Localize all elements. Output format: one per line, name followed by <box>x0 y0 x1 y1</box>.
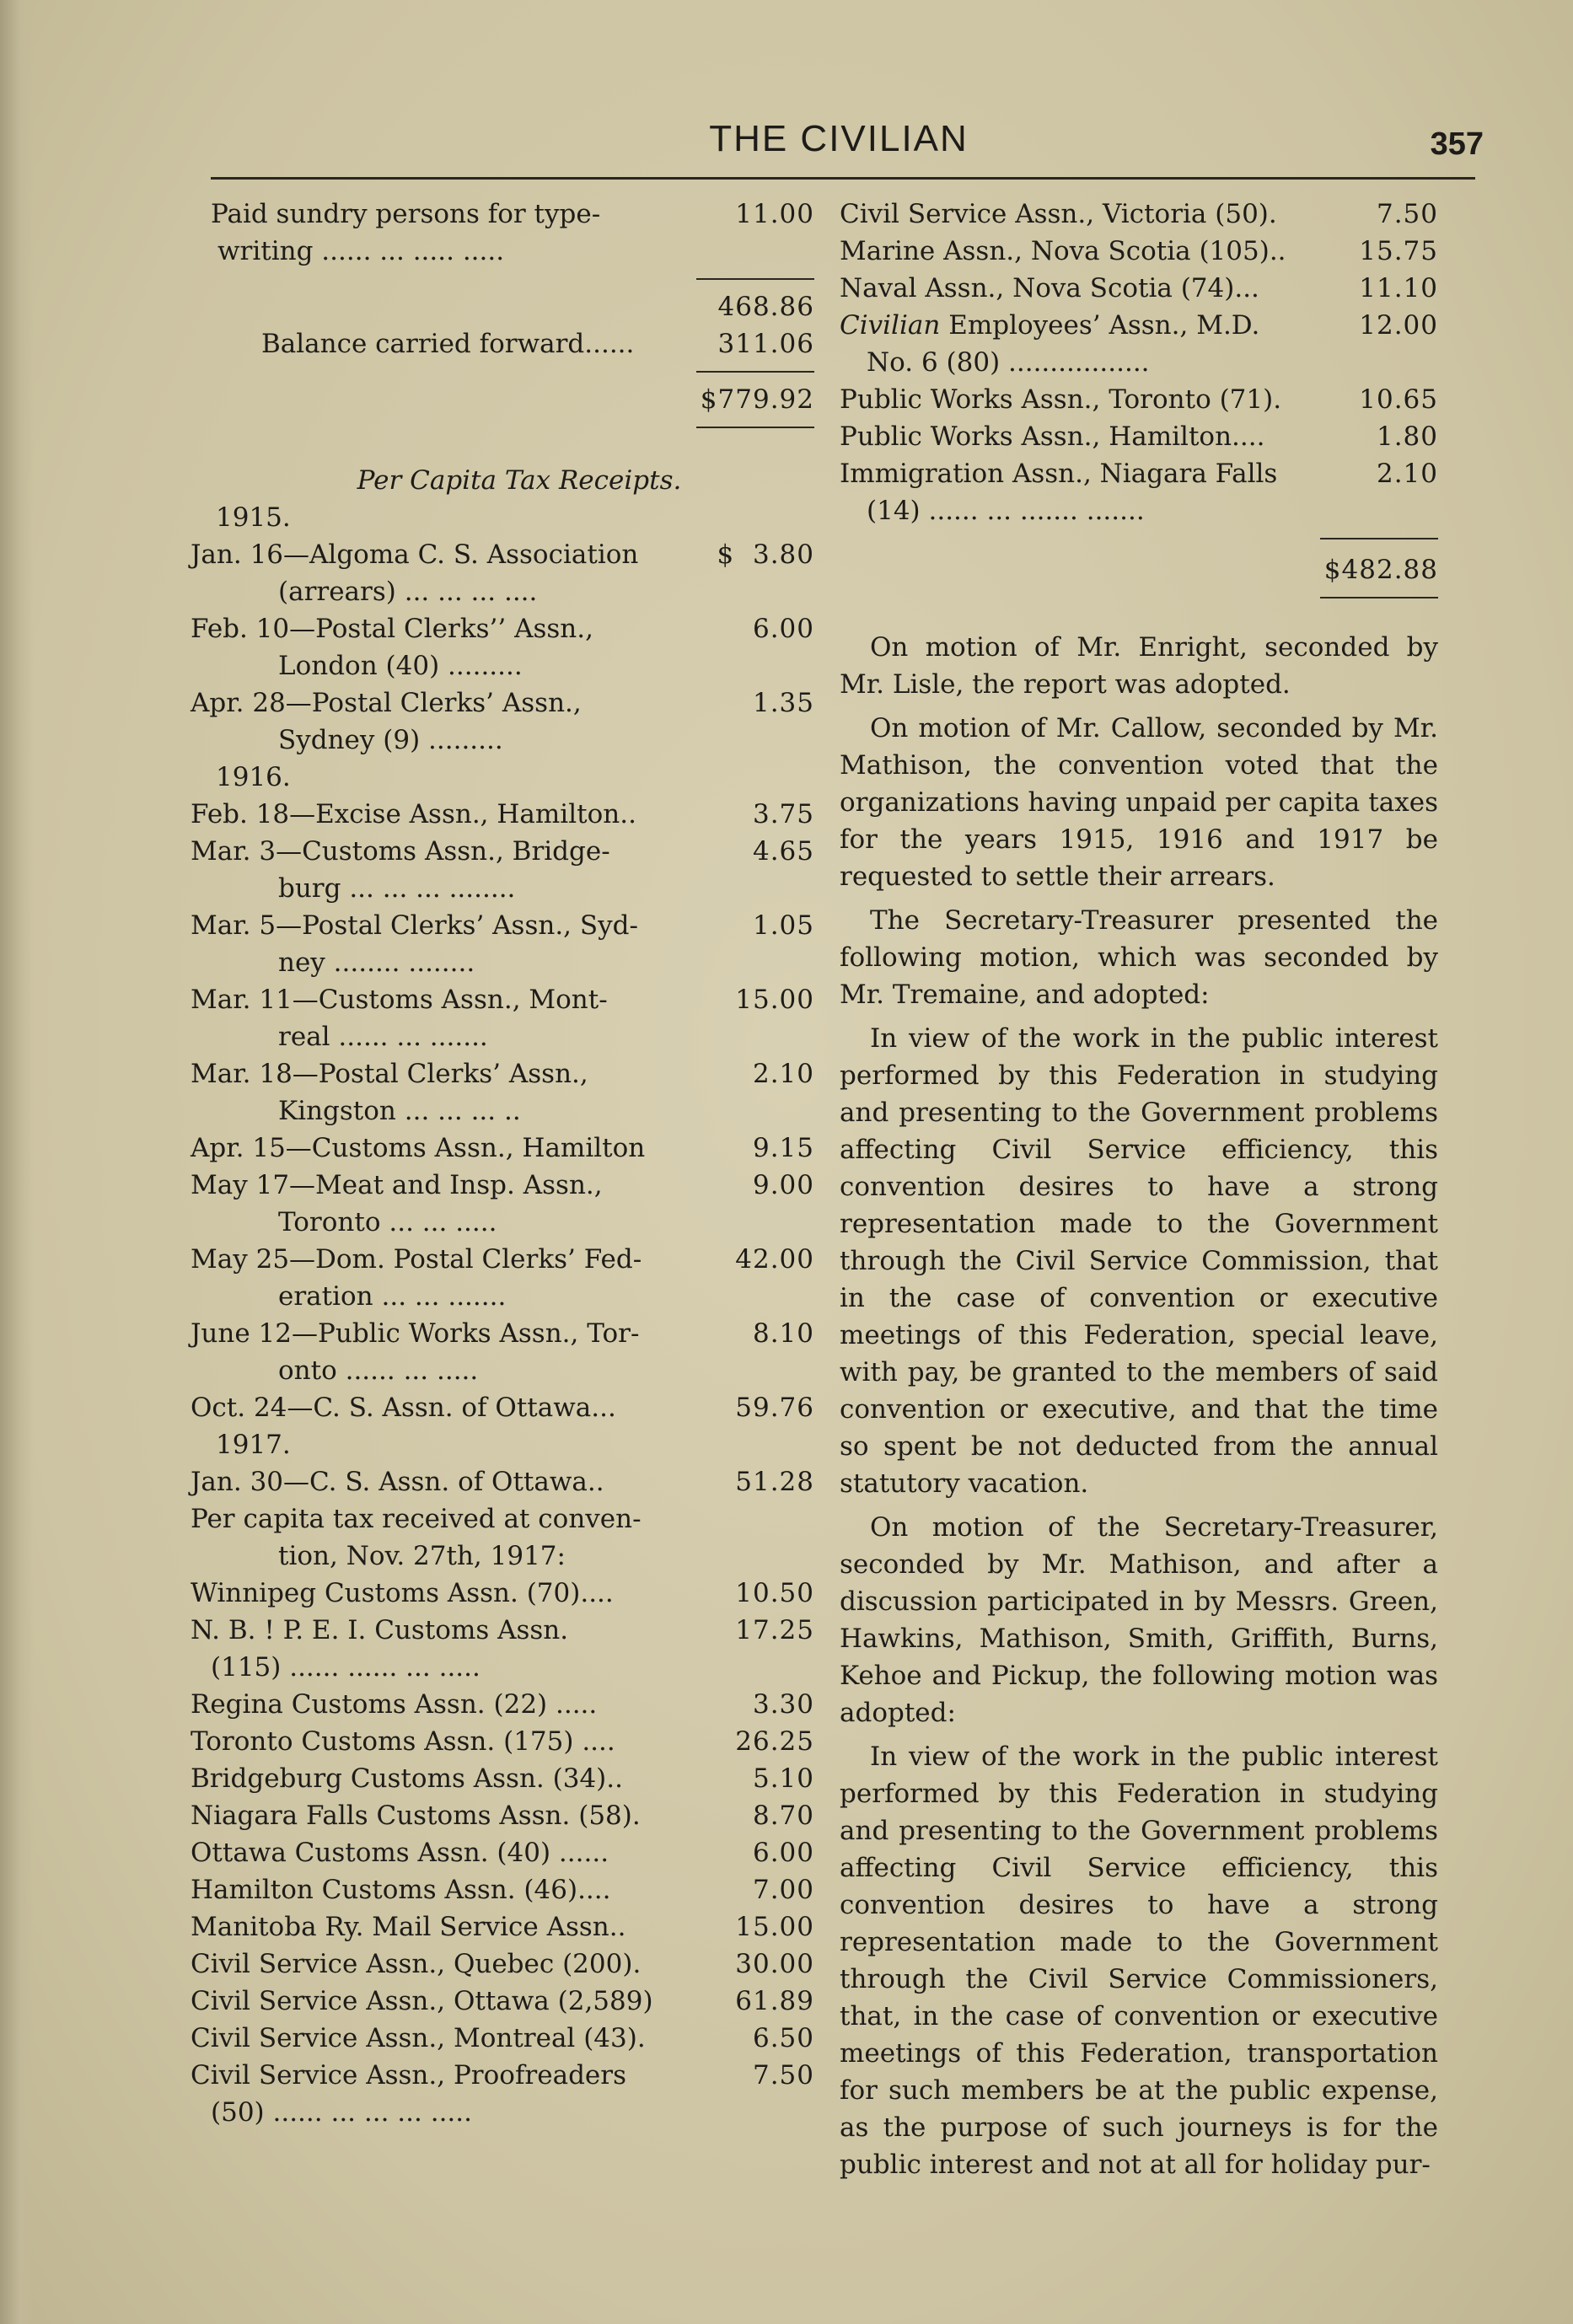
entry-line: (14) ...... ... ....... ....... <box>867 496 1145 526</box>
entry-amount: 7.00 <box>752 1875 814 1905</box>
motion-paragraph: In view of the work in the public interest performed by this Federation in studying and presenting to the Government problems affecting Civil Service efficiency, this convention desires to have a strong representation made to the Government through the Civil Service Commission, that in the case of convention or executive meetings of this Federation, special leave, with pay, be granted to the members of said convention or executive, and that the time so spent be not deducted from the annual statutory vacation. <box>840 1023 1438 1499</box>
ledger-entry <box>840 418 1438 455</box>
sum-rule <box>840 529 1438 551</box>
subtotal-amount: 468.86 <box>717 292 814 322</box>
entry-line <box>840 307 1345 344</box>
entry-line: Ottawa Customs Assn. (40) ...... <box>191 1838 609 1868</box>
ledger-entry <box>191 833 814 907</box>
entry-line: (50) ...... ... ... ... ..... <box>211 2097 472 2128</box>
motion-paragraph: On motion of the Secretary-Treasurer, seconded by Mr. Mathison, and after a discussion participated in by Messrs. Green, Hawkins, Mathison, Smith, Griffith, Burns, Kehoe and Pickup, the following motion was adopted: <box>840 1512 1438 1728</box>
ledger-entry <box>191 1612 814 1686</box>
ledger-total <box>840 551 1438 588</box>
entry-amount: 9.00 <box>752 1170 814 1200</box>
entry-line: Mar. 5—Postal Clerks’ Assn., Syd- <box>191 910 638 941</box>
entry-amount: 6.50 <box>752 2023 814 2053</box>
sum-rule <box>191 418 814 437</box>
entry-amount: 6.00 <box>752 614 814 644</box>
entry-line: Toronto ... ... ..... <box>278 1207 497 1237</box>
ledger-subtotal <box>191 288 814 325</box>
entry-line: Apr. 28—Postal Clerks’ Assn., <box>191 688 582 718</box>
entry-line: Regina Customs Assn. (22) ..... <box>191 1689 598 1720</box>
ledger-entry <box>191 536 814 610</box>
section-heading: Per Capita Tax Receipts. <box>357 465 682 496</box>
entry-amount: 1.80 <box>1376 421 1438 452</box>
entry-amount: 15.00 <box>735 1912 814 1942</box>
entry-amount: 5.10 <box>752 1763 814 1794</box>
ledger-entry <box>191 2020 814 2057</box>
entry-line-rest: Employees’ Assn., M.D. <box>940 310 1260 341</box>
ledger-entry <box>840 455 1438 529</box>
page-number: 357 <box>1430 126 1484 162</box>
entry-amount: 42.00 <box>735 1244 814 1275</box>
ledger-entry <box>191 684 814 759</box>
entry-line: Toronto Customs Assn. (175) .... <box>191 1726 615 1757</box>
entry-line: Kingston ... ... ... .. <box>278 1096 521 1126</box>
ledger-entry <box>840 233 1438 270</box>
entry-line: Public Works Assn., Hamilton.... <box>840 421 1265 452</box>
entry-line: eration ... ... ....... <box>278 1281 507 1312</box>
entry-amount: 6.00 <box>752 1838 814 1868</box>
entry-line: June 12—Public Works Assn., Tor- <box>191 1318 640 1349</box>
italic-word: Civilian <box>840 310 941 341</box>
page-fold-shadow <box>0 0 34 2324</box>
page-title: THE CIVILIAN <box>709 118 969 159</box>
ledger-entry <box>840 196 1438 233</box>
entry-line: Manitoba Ry. Mail Service Assn.. <box>191 1912 626 1942</box>
entry-line: Apr. 15—Customs Assn., Hamilton <box>191 1133 646 1163</box>
entry-amount: 7.50 <box>752 2060 814 2091</box>
entry-line: Mar. 18—Postal Clerks’ Assn., <box>191 1059 588 1089</box>
entry-amount: 4.65 <box>752 836 814 867</box>
entry-line: Per capita tax received at conven- <box>191 1504 642 1534</box>
sum-rule <box>191 270 814 288</box>
entry-amount: 61.89 <box>735 1986 814 2016</box>
entry-line: Oct. 24—C. S. Assn. of Ottawa... <box>191 1393 616 1423</box>
entry-amount: 7.50 <box>1376 199 1438 229</box>
ledger-total <box>191 381 814 418</box>
entry-amount: 8.10 <box>752 1318 814 1349</box>
ledger-entry <box>191 1575 814 1612</box>
ledger-entry <box>191 981 814 1055</box>
entry-line: May 25—Dom. Postal Clerks’ Fed- <box>191 1244 642 1275</box>
entry-amount: 11.10 <box>1359 273 1438 303</box>
entry-amount: 1.35 <box>752 688 814 718</box>
balance-label: Balance carried forward...... <box>261 329 635 359</box>
entry-amount: 26.25 <box>735 1726 814 1757</box>
right-column <box>840 196 1438 2183</box>
year-label: 1916. <box>216 762 291 792</box>
entry-line: ney ........ ........ <box>278 947 475 978</box>
ledger-entry <box>840 307 1438 381</box>
ledger-entry <box>191 1389 814 1426</box>
ledger-entry <box>191 1315 814 1389</box>
entry-line: No. 6 (80) ................. <box>867 347 1150 378</box>
page-header <box>194 111 1484 170</box>
entry-line: Civil Service Assn., Montreal (43). <box>191 2023 646 2053</box>
ledger-entry <box>191 1760 814 1797</box>
ledger-entry <box>191 796 814 833</box>
ledger-entry <box>191 1797 814 1834</box>
entry-amount: 17.25 <box>735 1615 814 1645</box>
entry-amount: 2.10 <box>752 1059 814 1089</box>
entry-line: N. B. ! P. E. I. Customs Assn. <box>191 1615 569 1645</box>
entry-line: Civil Service Assn., Ottawa (2,589) <box>191 1986 653 2016</box>
ledger-entry <box>191 1055 814 1130</box>
ledger-entry <box>191 1908 814 1946</box>
ledger-entry <box>191 1167 814 1241</box>
entry-amount: 10.50 <box>735 1578 814 1608</box>
ledger-entry <box>191 1723 814 1760</box>
entry-amount: 11.00 <box>735 199 814 229</box>
entry-line: (arrears) ... ... ... .... <box>278 577 538 607</box>
entry-amount: 10.65 <box>1359 384 1438 415</box>
entry-line: Jan. 30—C. S. Assn. of Ottawa.. <box>191 1467 604 1497</box>
convention-note <box>191 1500 814 1575</box>
entry-amount: 15.75 <box>1359 236 1438 266</box>
entry-line: Civil Service Assn., Victoria (50). <box>840 199 1277 229</box>
entry-line: (115) ...... ...... ... ..... <box>211 1652 480 1683</box>
entry-line: Mar. 3—Customs Assn., Bridge- <box>191 836 610 867</box>
ledger-entry <box>191 1130 814 1167</box>
ledger-entry <box>191 610 814 684</box>
ledger-entry <box>191 1463 814 1500</box>
entry-line: Naval Assn., Nova Scotia (74)... <box>840 273 1259 303</box>
motion-paragraph: The Secretary-Treasurer presented the following motion, which was seconded by Mr. Tremaine, and adopted: <box>840 905 1438 1010</box>
ledger-entry <box>191 2057 814 2131</box>
entry-amount: 3.80 <box>752 539 814 570</box>
entry-line: Feb. 10—Postal Clerks’’ Assn., <box>191 614 593 644</box>
ledger-entry <box>191 1834 814 1871</box>
left-column <box>191 196 814 2131</box>
year-label: 1915. <box>216 502 291 533</box>
ledger-entry <box>191 1983 814 2020</box>
total-amount: $482.88 <box>1323 555 1438 585</box>
entry-line: Civil Service Assn., Proofreaders <box>191 2060 626 2091</box>
ledger-entry <box>191 1871 814 1908</box>
motion-paragraph: On motion of Mr. Callow, seconded by Mr. Mathison, the convention voted that the organizations having unpaid per capita taxes for the years 1915, 1916 and 1917 be requested to settle their arrears. <box>840 713 1438 892</box>
entry-line: Mar. 11—Customs Assn., Mont- <box>191 985 608 1015</box>
ledger-entry <box>191 1946 814 1983</box>
entry-line: Bridgeburg Customs Assn. (34).. <box>191 1763 623 1794</box>
entry-amount: 15.00 <box>735 985 814 1015</box>
ledger-entry <box>840 381 1438 418</box>
entry-amount: 59.76 <box>735 1393 814 1423</box>
entry-line: May 17—Meat and Insp. Assn., <box>191 1170 603 1200</box>
entry-line: Marine Assn., Nova Scotia (105).. <box>840 236 1286 266</box>
entry-line: Hamilton Customs Assn. (46).... <box>191 1875 611 1905</box>
entry-amount: 9.15 <box>752 1133 814 1163</box>
motion-paragraph: In view of the work in the public interest performed by this Federation in studying and presenting to the Government problems affecting Civil Service efficiency, this convention desires to have a strong representation made to the Government through the Civil Service Commissioners, that, in the case of convention or executive meetings of this Federation, transportation for such members be at the public expense, as the purpose of such journeys is for the public interest and not at all for holiday pur- <box>840 1742 1438 2180</box>
entry-line: Paid sundry persons for type- <box>211 199 601 229</box>
entry-line: Sydney (9) ......... <box>278 725 503 755</box>
entry-line: real ...... ... ....... <box>278 1022 488 1052</box>
header-rule <box>211 177 1475 180</box>
entry-line: Winnipeg Customs Assn. (70).... <box>191 1578 614 1608</box>
entry-amount: 30.00 <box>735 1949 814 1979</box>
entry-amount: 3.30 <box>752 1689 814 1720</box>
entry-line: Feb. 18—Excise Assn., Hamilton.. <box>191 799 636 829</box>
ledger-entry <box>191 907 814 981</box>
entry-line: burg ... ... ... ........ <box>278 873 516 904</box>
year-label: 1917. <box>216 1430 291 1460</box>
entry-line: Jan. 16—Algoma C. S. Association <box>191 539 639 570</box>
entry-line: Civil Service Assn., Quebec (200). <box>191 1949 642 1979</box>
ledger-entry <box>191 196 814 270</box>
entry-amount: 12.00 <box>1359 310 1438 341</box>
entry-line: Immigration Assn., Niagara Falls <box>840 459 1278 489</box>
ledger-entry <box>191 1241 814 1315</box>
entry-line: Niagara Falls Customs Assn. (58). <box>191 1801 641 1831</box>
total-amount: $779.92 <box>700 384 814 415</box>
entry-amount: 1.05 <box>752 910 814 941</box>
balance-amount: 311.06 <box>717 329 814 359</box>
entry-amount: 8.70 <box>752 1801 814 1831</box>
currency-symbol: $ <box>717 539 735 570</box>
entry-line: onto ...... ... ..... <box>278 1355 479 1386</box>
entry-amount: 51.28 <box>735 1467 814 1497</box>
entry-line: writing ...... ... ..... ..... <box>217 236 505 266</box>
entry-line: tion, Nov. 27th, 1917: <box>278 1541 566 1571</box>
entry-line: London (40) ......... <box>278 651 523 681</box>
entry-line: Public Works Assn., Toronto (71). <box>840 384 1282 415</box>
entry-amount: 3.75 <box>752 799 814 829</box>
entry-amount: 2.10 <box>1376 459 1438 489</box>
sum-rule <box>191 362 814 381</box>
motion-paragraph: On motion of Mr. Enright, seconded by Mr. Lisle, the report was adopted. <box>840 632 1438 700</box>
ledger-entry <box>191 1686 814 1723</box>
ledger-balance <box>191 325 814 362</box>
ledger-entry <box>840 270 1438 307</box>
sum-rule <box>840 588 1438 607</box>
